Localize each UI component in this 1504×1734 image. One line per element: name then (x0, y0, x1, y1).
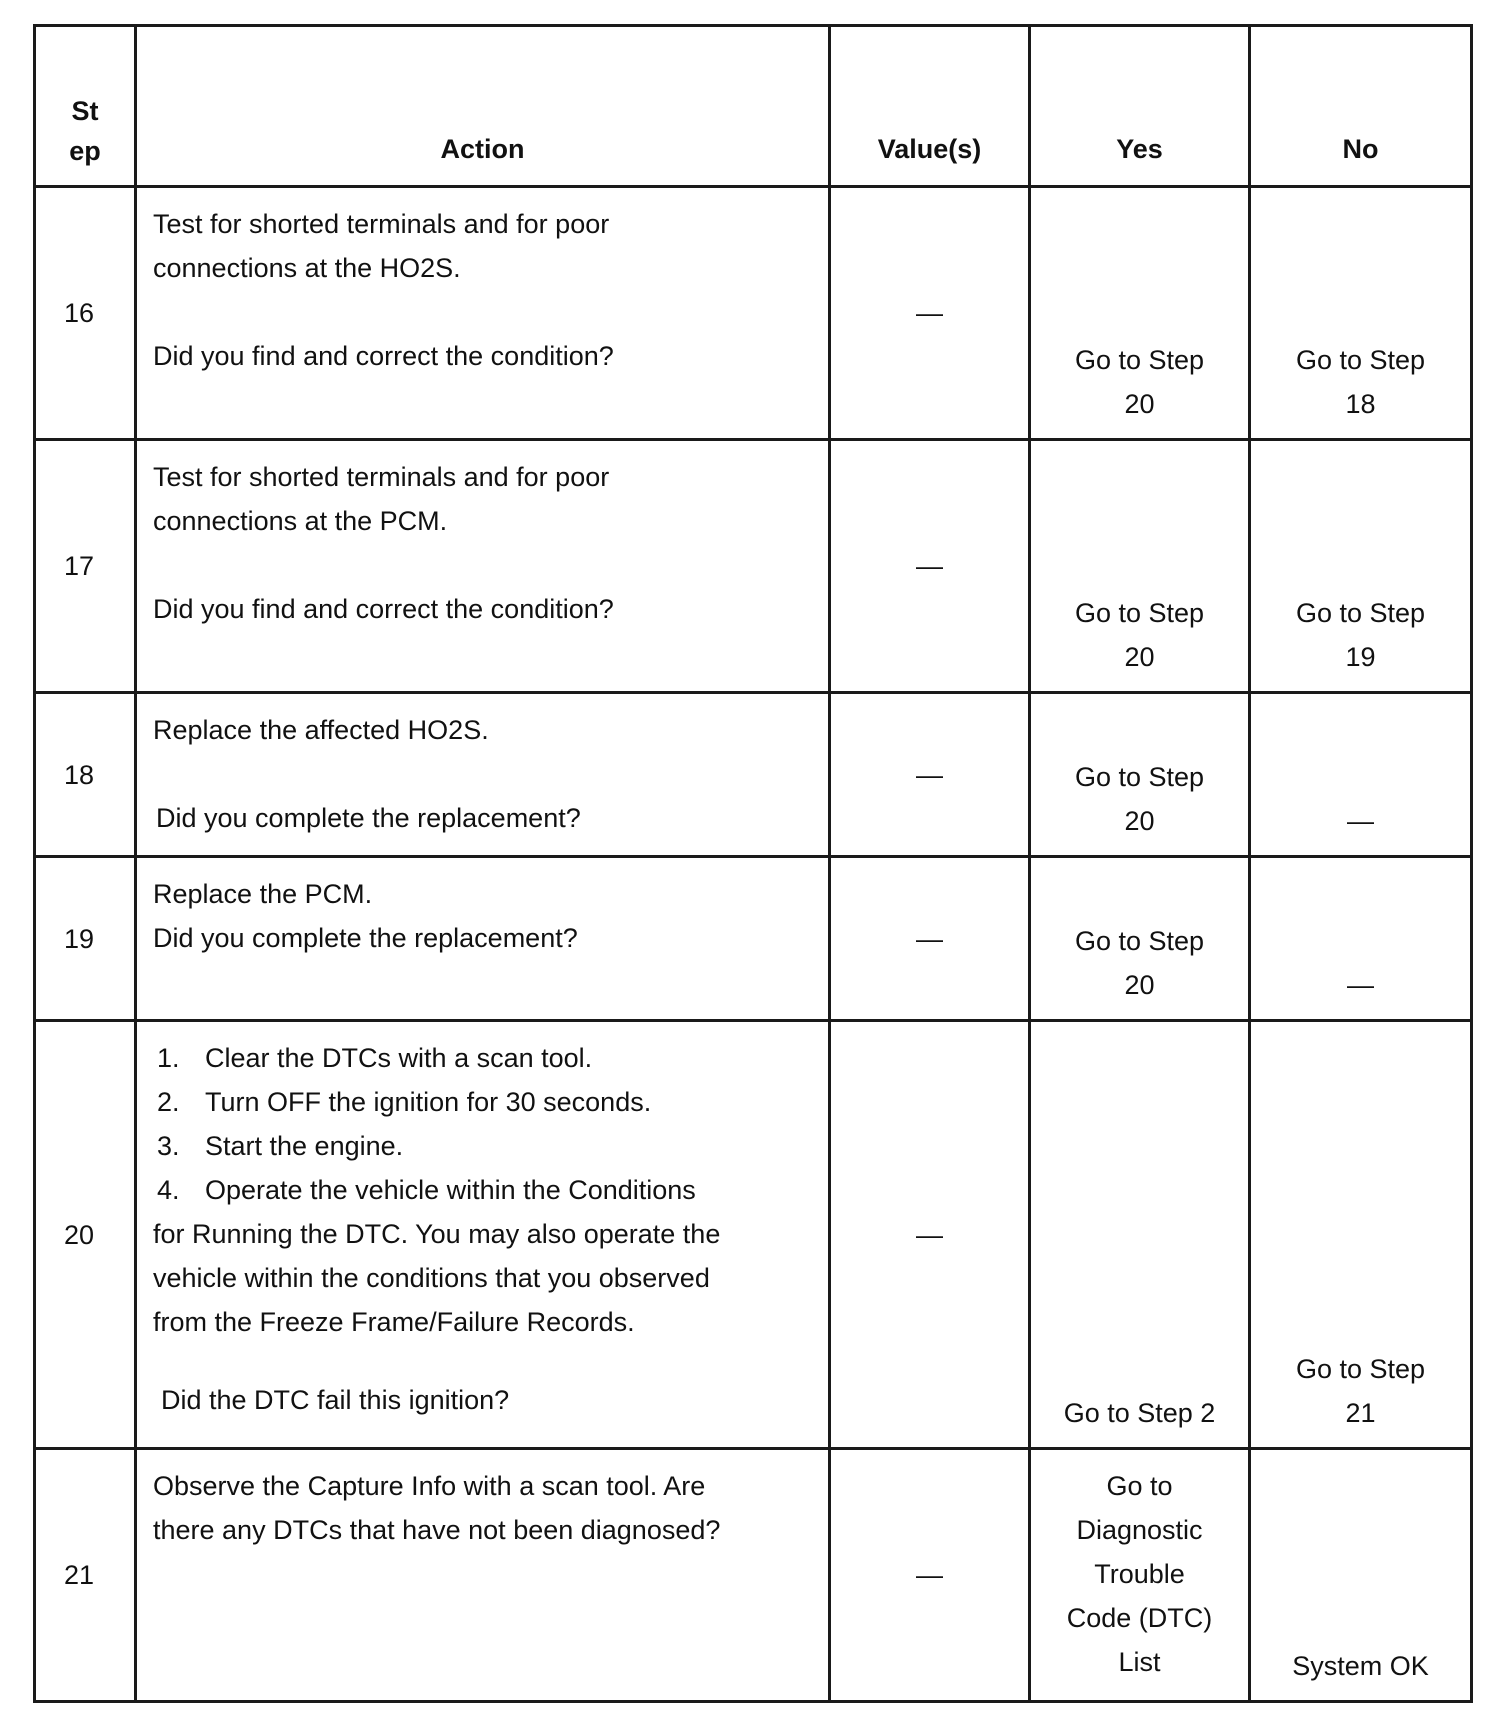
action-text: Observe the Capture Info with a scan tool. Are (153, 1471, 706, 1501)
value-cell (830, 187, 1030, 440)
header-no: No (1250, 26, 1472, 187)
no-cell (1250, 857, 1472, 1021)
table-row (35, 1449, 1472, 1702)
step-number: 18 (64, 759, 95, 790)
no-step: 21 (1345, 1398, 1376, 1428)
step-cell (35, 857, 136, 1021)
list-item: 1. Clear the DTCs with a scan tool. (157, 1043, 593, 1073)
yes-text: Go to Step (1074, 926, 1205, 956)
yes-text: Go to Step 2 (1063, 1398, 1216, 1428)
header-row (35, 26, 1472, 187)
no-cell (1250, 1449, 1472, 1702)
action-question: Did you find and correct the condition? (153, 594, 614, 624)
value-cell (830, 857, 1030, 1021)
step-number: 20 (64, 1219, 95, 1250)
yes-text: Diagnostic (1076, 1515, 1203, 1545)
no-step: 18 (1345, 389, 1376, 419)
table-row (35, 440, 1472, 693)
action-cell (136, 1449, 830, 1702)
yes-step: 20 (1124, 389, 1155, 419)
step-cell (35, 1021, 136, 1449)
value-text: — (916, 551, 943, 581)
action-cell (136, 857, 830, 1021)
action-question: Did you complete the replacement? (156, 803, 581, 833)
no-text: — (1347, 806, 1374, 836)
action-text: connections at the PCM. (153, 506, 448, 536)
action-text: Test for shorted terminals and for poor (153, 462, 610, 492)
value-cell (830, 440, 1030, 693)
action-text: from the Freeze Frame/Failure Records. (153, 1307, 635, 1337)
step-number: 19 (64, 923, 95, 954)
no-text: System OK (1292, 1651, 1429, 1681)
table-row (35, 857, 1472, 1021)
yes-text: Go to Step (1074, 598, 1205, 628)
action-question: Did the DTC fail this ignition? (161, 1385, 510, 1415)
yes-text: Code (DTC) (1066, 1603, 1213, 1633)
no-cell (1250, 440, 1472, 693)
yes-cell (1030, 693, 1250, 857)
yes-cell (1030, 440, 1250, 693)
step-number: 17 (64, 551, 95, 581)
yes-text: Go to Step (1074, 345, 1205, 375)
action-text: vehicle within the conditions that you observed (153, 1263, 710, 1293)
step-cell (35, 693, 136, 857)
action-text: Test for shorted terminals and for poor (153, 209, 610, 239)
yes-step: 20 (1124, 642, 1155, 672)
step-cell (35, 1449, 136, 1702)
value-cell (830, 1021, 1030, 1449)
header-action: Action (136, 26, 830, 187)
action-cell (136, 693, 830, 857)
yes-text: Trouble (1094, 1559, 1185, 1589)
action-cell (136, 440, 830, 693)
action-text: Replace the PCM. (153, 879, 373, 909)
list-item: 2. Turn OFF the ignition for 30 seconds. (157, 1087, 652, 1117)
diagnostic-table (33, 24, 1473, 1703)
action-cell (136, 187, 830, 440)
yes-text: List (1118, 1647, 1161, 1677)
value-text: — (916, 298, 943, 328)
yes-cell (1030, 857, 1250, 1021)
header-values: Value(s) (830, 26, 1030, 187)
value-text: — (916, 1560, 943, 1590)
value-text: — (916, 923, 943, 954)
no-cell (1250, 693, 1472, 857)
header-yes: Yes (1030, 26, 1250, 187)
table-row (35, 187, 1472, 440)
value-text: — (916, 1219, 943, 1250)
value-text: — (916, 759, 943, 790)
action-text: connections at the HO2S. (153, 253, 461, 283)
list-item: 3. Start the engine. (157, 1131, 404, 1161)
table-row (35, 1021, 1472, 1449)
no-text: Go to Step (1295, 345, 1426, 375)
header-step: St ep (35, 26, 136, 187)
action-question: Did you find and correct the condition? (153, 341, 614, 371)
yes-step: 20 (1124, 970, 1155, 1000)
step-cell (35, 187, 136, 440)
no-step: 19 (1345, 642, 1376, 672)
action-text: there any DTCs that have not been diagnosed? (153, 1515, 721, 1545)
action-text: for Running the DTC. You may also operate the (153, 1219, 721, 1249)
table-row (35, 693, 1472, 857)
no-text: — (1347, 970, 1374, 1000)
yes-text: Go to Step (1074, 762, 1205, 792)
no-cell (1250, 187, 1472, 440)
no-text: Go to Step (1295, 1354, 1426, 1384)
no-cell (1250, 1021, 1472, 1449)
yes-step: 20 (1124, 806, 1155, 836)
step-number: 21 (64, 1560, 95, 1590)
yes-cell (1030, 1021, 1250, 1449)
no-text: Go to Step (1295, 598, 1426, 628)
action-text: Replace the affected HO2S. (153, 715, 489, 745)
yes-text: Go to (1106, 1471, 1173, 1501)
step-number: 16 (64, 298, 95, 328)
step-cell (35, 440, 136, 693)
yes-cell (1030, 1449, 1250, 1702)
value-cell (830, 693, 1030, 857)
yes-cell (1030, 187, 1250, 440)
value-cell (830, 1449, 1030, 1702)
action-question: Did you complete the replacement? (153, 923, 578, 953)
list-item: 4. Operate the vehicle within the Conditions (157, 1175, 696, 1205)
action-cell (136, 1021, 830, 1449)
